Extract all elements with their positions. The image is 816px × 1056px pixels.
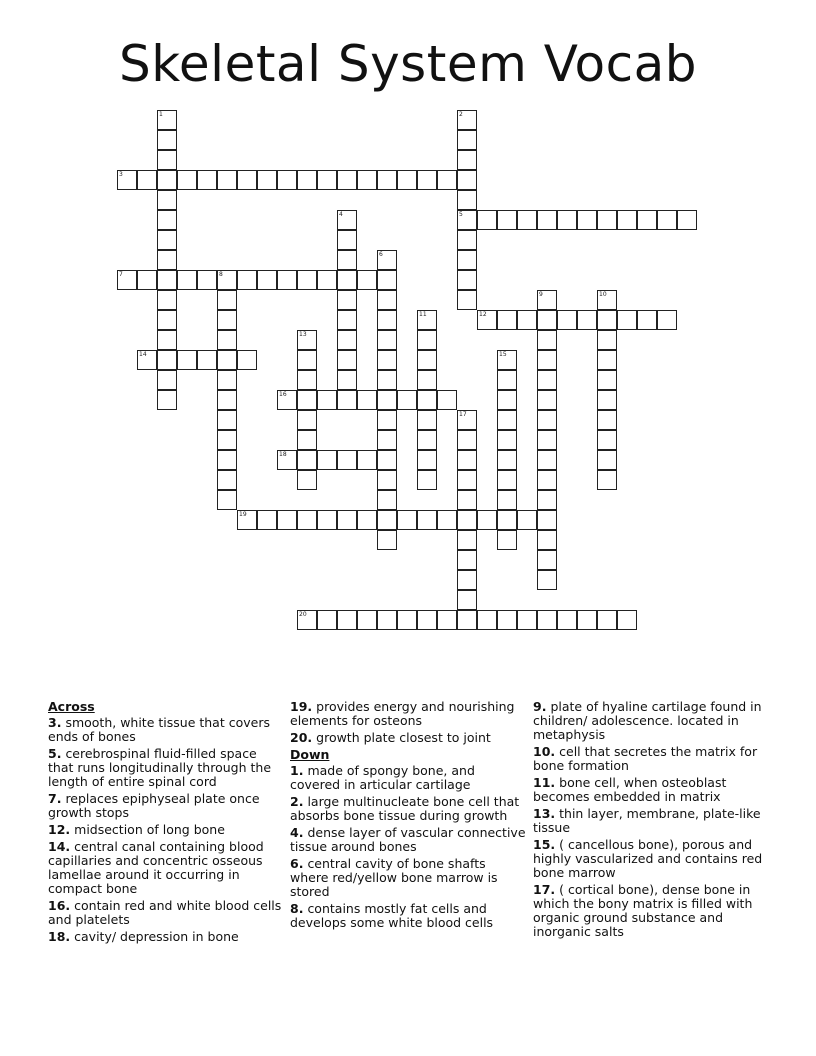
grid-cell[interactable] [277, 510, 297, 530]
grid-cell[interactable] [237, 510, 257, 530]
grid-cell[interactable] [437, 610, 457, 630]
grid-cell[interactable] [597, 450, 617, 470]
grid-cell[interactable] [417, 390, 437, 410]
cell-number: 12 [479, 311, 487, 318]
grid-cell[interactable] [457, 450, 477, 470]
grid-cell[interactable] [557, 210, 577, 230]
grid-cell[interactable] [217, 270, 237, 290]
grid-cell[interactable] [537, 450, 557, 470]
clue-down-1: 1. made of spongy bone, and covered in articular cartilage [290, 763, 475, 792]
grid-cell[interactable] [377, 290, 397, 310]
grid-cell[interactable] [417, 370, 437, 390]
grid-cell[interactable] [297, 270, 317, 290]
grid-cell[interactable] [337, 170, 357, 190]
grid-cell[interactable] [357, 170, 377, 190]
grid-cell[interactable] [497, 530, 517, 550]
grid-cell[interactable] [497, 470, 517, 490]
grid-cell[interactable] [497, 390, 517, 410]
grid-cell[interactable] [297, 430, 317, 450]
grid-cell[interactable] [217, 430, 237, 450]
clue-down-6: 6. central cavity of bone shafts where red/yellow bone marrow is stored [290, 856, 498, 899]
grid-cell[interactable] [597, 350, 617, 370]
grid-cell[interactable] [457, 190, 477, 210]
grid-cell[interactable] [417, 430, 437, 450]
grid-cell[interactable] [457, 490, 477, 510]
grid-cell[interactable] [397, 170, 417, 190]
grid-cell[interactable] [357, 390, 377, 410]
grid-cell[interactable] [417, 450, 437, 470]
grid-cell[interactable] [157, 150, 177, 170]
grid-cell[interactable] [457, 610, 477, 630]
grid-cell[interactable] [157, 230, 177, 250]
clue-down-4: 4. dense layer of vascular connective tissue around bones [290, 825, 526, 854]
grid-cell[interactable] [337, 510, 357, 530]
grid-cell[interactable] [377, 350, 397, 370]
grid-cell[interactable] [197, 350, 217, 370]
grid-cell[interactable] [257, 170, 277, 190]
grid-cell[interactable] [157, 270, 177, 290]
cell-number: 2 [459, 111, 463, 118]
grid-cell[interactable] [337, 350, 357, 370]
grid-cell[interactable] [377, 170, 397, 190]
grid-cell[interactable] [457, 570, 477, 590]
grid-cell[interactable] [377, 490, 397, 510]
grid-cell[interactable] [277, 170, 297, 190]
grid-cell[interactable] [417, 350, 437, 370]
grid-cell[interactable] [197, 170, 217, 190]
cell-number: 1 [159, 111, 163, 118]
grid-cell[interactable] [557, 610, 577, 630]
grid-cell[interactable] [337, 210, 357, 230]
clue-across-16: 16. contain red and white blood cells and platelets [48, 898, 282, 927]
grid-cell[interactable] [217, 330, 237, 350]
grid-cell[interactable] [297, 510, 317, 530]
grid-cell[interactable] [317, 610, 337, 630]
grid-cell[interactable] [577, 310, 597, 330]
grid-cell[interactable] [297, 330, 317, 350]
grid-cell[interactable] [657, 310, 677, 330]
grid-cell[interactable] [377, 530, 397, 550]
clue-across-20: 20. growth plate closest to joint [290, 730, 491, 745]
grid-cell[interactable] [497, 450, 517, 470]
grid-cell[interactable] [157, 310, 177, 330]
grid-cell[interactable] [157, 170, 177, 190]
grid-cell[interactable] [597, 430, 617, 450]
clue-across-18: 18. cavity/ depression in bone [48, 929, 239, 944]
grid-cell[interactable] [537, 370, 557, 390]
grid-cell[interactable] [257, 510, 277, 530]
grid-cell[interactable] [437, 170, 457, 190]
cell-number: 16 [279, 391, 287, 398]
grid-cell[interactable] [497, 510, 517, 530]
grid-cell[interactable] [597, 390, 617, 410]
grid-cell[interactable] [497, 210, 517, 230]
grid-cell[interactable] [377, 370, 397, 390]
grid-cell[interactable] [257, 270, 277, 290]
puzzle-title: Skeletal System Vocab [119, 35, 697, 93]
grid-cell[interactable] [457, 410, 477, 430]
clue-down-13: 13. thin layer, membrane, plate-like tissue [533, 806, 761, 835]
grid-cell[interactable] [157, 390, 177, 410]
grid-cell[interactable] [457, 550, 477, 570]
clue-across-12: 12. midsection of long bone [48, 822, 225, 837]
cell-number: 9 [539, 291, 543, 298]
grid-cell[interactable] [377, 610, 397, 630]
grid-cell[interactable] [377, 390, 397, 410]
grid-cell[interactable] [497, 350, 517, 370]
grid-cell[interactable] [457, 290, 477, 310]
grid-cell[interactable] [457, 250, 477, 270]
grid-cell[interactable] [297, 390, 317, 410]
grid-cell[interactable] [637, 210, 657, 230]
grid-cell[interactable] [197, 270, 217, 290]
grid-cell[interactable] [217, 290, 237, 310]
grid-cell[interactable] [597, 310, 617, 330]
grid-cell[interactable] [437, 510, 457, 530]
grid-cell[interactable] [597, 610, 617, 630]
grid-cell[interactable] [457, 230, 477, 250]
cell-number: 19 [239, 511, 247, 518]
grid-cell[interactable] [517, 510, 537, 530]
grid-cell[interactable] [157, 110, 177, 130]
grid-cell[interactable] [577, 610, 597, 630]
grid-cell[interactable] [517, 610, 537, 630]
cell-number: 17 [459, 411, 467, 418]
grid-cell[interactable] [637, 310, 657, 330]
grid-cell[interactable] [217, 410, 237, 430]
grid-cell[interactable] [177, 170, 197, 190]
grid-cell[interactable] [457, 110, 477, 130]
grid-cell[interactable] [117, 170, 137, 190]
grid-cell[interactable] [597, 330, 617, 350]
grid-cell[interactable] [517, 310, 537, 330]
grid-cell[interactable] [317, 510, 337, 530]
grid-cell[interactable] [617, 210, 637, 230]
grid-cell[interactable] [337, 290, 357, 310]
grid-cell[interactable] [497, 410, 517, 430]
grid-cell[interactable] [497, 610, 517, 630]
grid-cell[interactable] [657, 210, 677, 230]
grid-cell[interactable] [397, 610, 417, 630]
grid-cell[interactable] [357, 610, 377, 630]
clue-down-15: 15. ( cancellous bone), porous and highly vascularized and contains red bone marrow [533, 837, 763, 880]
grid-cell[interactable] [537, 410, 557, 430]
cell-number: 18 [279, 451, 287, 458]
cell-number: 4 [339, 211, 343, 218]
grid-cell[interactable] [417, 610, 437, 630]
grid-cell[interactable] [537, 390, 557, 410]
grid-cell[interactable] [477, 210, 497, 230]
grid-cell[interactable] [337, 330, 357, 350]
grid-cell[interactable] [337, 250, 357, 270]
grid-cell[interactable] [137, 350, 157, 370]
grid-cell[interactable] [317, 170, 337, 190]
grid-cell[interactable] [177, 350, 197, 370]
grid-cell[interactable] [397, 390, 417, 410]
grid-cell[interactable] [337, 390, 357, 410]
grid-cell[interactable] [377, 330, 397, 350]
grid-cell[interactable] [217, 470, 237, 490]
cell-number: 5 [459, 211, 463, 218]
grid-cell[interactable] [397, 510, 417, 530]
grid-cell[interactable] [297, 470, 317, 490]
grid-cell[interactable] [377, 470, 397, 490]
clues-column-2 [290, 700, 526, 933]
grid-cell[interactable] [217, 170, 237, 190]
grid-cell[interactable] [297, 450, 317, 470]
cell-number: 20 [299, 611, 307, 618]
grid-cell[interactable] [457, 170, 477, 190]
grid-cell[interactable] [597, 410, 617, 430]
clue-across-5: 5. cerebrospinal fluid-filled space that runs longitudinally through the length of entire spinal cord [48, 746, 272, 789]
grid-cell[interactable] [457, 430, 477, 450]
grid-cell[interactable] [457, 470, 477, 490]
grid-cell[interactable] [157, 210, 177, 230]
clue-down-10: 10. cell that secretes the matrix for bone formation [533, 744, 758, 773]
grid-cell[interactable] [177, 270, 197, 290]
grid-cell[interactable] [457, 130, 477, 150]
grid-cell[interactable] [597, 370, 617, 390]
grid-cell[interactable] [157, 350, 177, 370]
grid-cell[interactable] [617, 310, 637, 330]
grid-cell[interactable] [217, 490, 237, 510]
grid-cell[interactable] [457, 270, 477, 290]
grid-cell[interactable] [457, 590, 477, 610]
grid-cell[interactable] [377, 310, 397, 330]
cell-number: 6 [379, 251, 383, 258]
grid-cell[interactable] [457, 510, 477, 530]
clues-column-1 [48, 700, 284, 947]
grid-cell[interactable] [477, 510, 497, 530]
grid-cell[interactable] [417, 410, 437, 430]
grid-cell[interactable] [477, 610, 497, 630]
grid-cell[interactable] [317, 450, 337, 470]
grid-cell[interactable] [477, 310, 497, 330]
grid-cell[interactable] [337, 310, 357, 330]
grid-cell[interactable] [217, 390, 237, 410]
grid-cell[interactable] [377, 250, 397, 270]
grid-cell[interactable] [417, 330, 437, 350]
grid-cell[interactable] [357, 270, 377, 290]
grid-cell[interactable] [537, 210, 557, 230]
grid-cell[interactable] [237, 350, 257, 370]
grid-cell[interactable] [157, 370, 177, 390]
clue-across-14: 14. central canal containing blood capillaries and concentric osseous lamellae around it occurring in compact bone [48, 839, 264, 896]
grid-cell[interactable] [597, 290, 617, 310]
grid-cell[interactable] [237, 270, 257, 290]
grid-cell[interactable] [157, 330, 177, 350]
grid-cell[interactable] [297, 350, 317, 370]
clue-down-11: 11. bone cell, when osteoblast becomes embedded in matrix [533, 775, 727, 804]
grid-cell[interactable] [577, 210, 597, 230]
grid-cell[interactable] [457, 210, 477, 230]
grid-cell[interactable] [377, 410, 397, 430]
across-heading: Across [48, 699, 95, 714]
grid-cell[interactable] [417, 310, 437, 330]
cell-number: 10 [599, 291, 607, 298]
clue-across-7: 7. replaces epiphyseal plate once growth stops [48, 791, 260, 820]
grid-cell[interactable] [357, 510, 377, 530]
grid-cell[interactable] [537, 330, 557, 350]
clue-down-2: 2. large multinucleate bone cell that absorbs bone tissue during growth [290, 794, 520, 823]
grid-cell[interactable] [337, 270, 357, 290]
grid-cell[interactable] [517, 210, 537, 230]
grid-cell[interactable] [377, 430, 397, 450]
clue-across-19: 19. provides energy and nourishing elements for osteons [290, 699, 515, 728]
cell-number: 14 [139, 351, 147, 358]
grid-cell[interactable] [317, 270, 337, 290]
grid-cell[interactable] [537, 350, 557, 370]
grid-cell[interactable] [337, 610, 357, 630]
grid-cell[interactable] [297, 170, 317, 190]
grid-cell[interactable] [297, 370, 317, 390]
grid-cell[interactable] [277, 270, 297, 290]
clue-across-3: 3. smooth, white tissue that covers ends of bones [48, 715, 270, 744]
grid-cell[interactable] [337, 230, 357, 250]
grid-cell[interactable] [217, 370, 237, 390]
cell-number: 15 [499, 351, 507, 358]
grid-cell[interactable] [557, 310, 577, 330]
grid-cell[interactable] [377, 270, 397, 290]
grid-cell[interactable] [497, 490, 517, 510]
grid-cell[interactable] [537, 310, 557, 330]
grid-cell[interactable] [377, 450, 397, 470]
grid-cell[interactable] [317, 390, 337, 410]
grid-cell[interactable] [157, 290, 177, 310]
cell-number: 7 [119, 271, 123, 278]
grid-cell[interactable] [537, 470, 557, 490]
grid-cell[interactable] [497, 310, 517, 330]
grid-cell[interactable] [117, 270, 137, 290]
cell-number: 3 [119, 171, 123, 178]
cell-number: 8 [219, 271, 223, 278]
grid-cell[interactable] [157, 250, 177, 270]
grid-cell[interactable] [597, 470, 617, 490]
clue-down-8: 8. contains mostly fat cells and develops some white blood cells [290, 901, 494, 930]
grid-cell[interactable] [677, 210, 697, 230]
grid-cell[interactable] [537, 430, 557, 450]
grid-cell[interactable] [277, 390, 297, 410]
grid-cell[interactable] [537, 550, 557, 570]
grid-cell[interactable] [457, 530, 477, 550]
grid-cell[interactable] [537, 570, 557, 590]
grid-cell[interactable] [537, 610, 557, 630]
grid-cell[interactable] [237, 170, 257, 190]
grid-cell[interactable] [137, 170, 157, 190]
grid-cell[interactable] [417, 170, 437, 190]
grid-cell[interactable] [217, 310, 237, 330]
clues-column-3 [533, 700, 769, 942]
grid-cell[interactable] [417, 470, 437, 490]
grid-cell[interactable] [617, 610, 637, 630]
grid-cell[interactable] [377, 510, 397, 530]
grid-cell[interactable] [457, 150, 477, 170]
grid-cell[interactable] [337, 450, 357, 470]
clue-down-17: 17. ( cortical bone), dense bone in which the bony matrix is filled with organic ground substance and inorganic salts [533, 882, 753, 939]
down-heading: Down [290, 747, 330, 762]
cell-number: 13 [299, 331, 307, 338]
grid-cell[interactable] [537, 490, 557, 510]
grid-cell[interactable] [497, 430, 517, 450]
clue-down-9: 9. plate of hyaline cartilage found in children/ adolescence. located in metaphysis [533, 699, 762, 742]
grid-cell[interactable] [297, 610, 317, 630]
grid-cell[interactable] [597, 210, 617, 230]
grid-cell[interactable] [337, 370, 357, 390]
grid-cell[interactable] [357, 450, 377, 470]
grid-cell[interactable] [537, 290, 557, 310]
grid-cell[interactable] [417, 510, 437, 530]
grid-cell[interactable] [157, 190, 177, 210]
grid-cell[interactable] [157, 130, 177, 150]
grid-cell[interactable] [497, 370, 517, 390]
grid-cell[interactable] [137, 270, 157, 290]
grid-cell[interactable] [277, 450, 297, 470]
grid-cell[interactable] [437, 390, 457, 410]
grid-cell[interactable] [217, 350, 237, 370]
grid-cell[interactable] [297, 410, 317, 430]
cell-number: 11 [419, 311, 427, 318]
grid-cell[interactable] [537, 530, 557, 550]
grid-cell[interactable] [537, 510, 557, 530]
grid-cell[interactable] [217, 450, 237, 470]
